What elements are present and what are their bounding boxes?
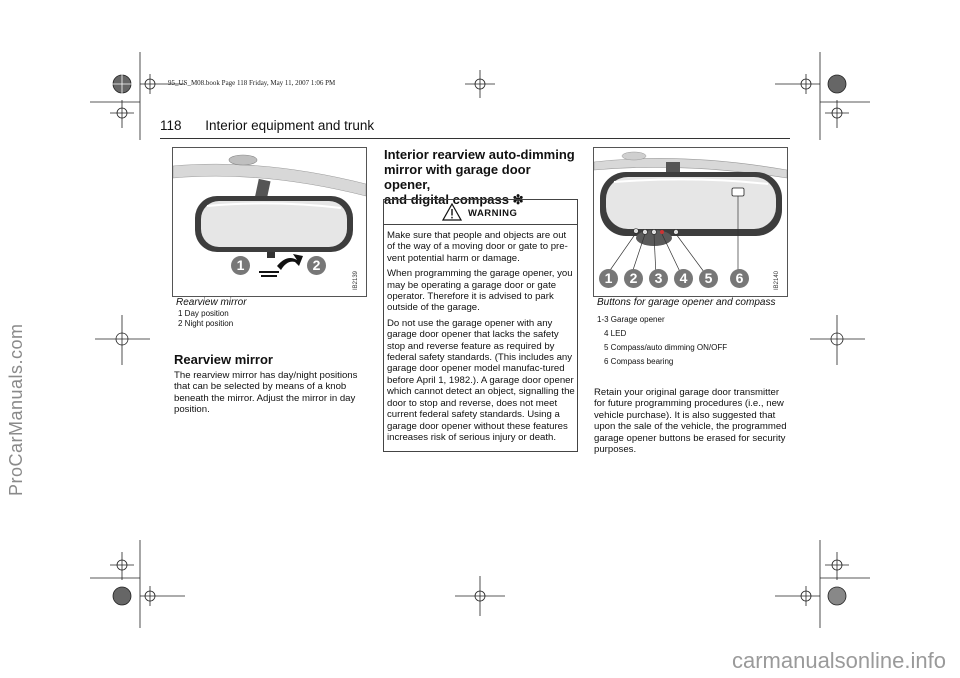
figure-legend — [597, 313, 727, 369]
legend-item: 6 Compass bearing — [604, 357, 674, 366]
retain-paragraph: Retain your original garage door transmitter for future programming procedures (i.e., new vehicle purchase). It is also suggested that upon the sale of the vehicle, the programmed garage opener buttons be erased for security purposes. — [594, 387, 787, 456]
legend-item: 4 LED — [604, 329, 627, 338]
figure-caption: Rearview mirror — [176, 297, 247, 308]
figure-caption: Buttons for garage opener and compass — [597, 297, 776, 308]
callout-2: 2 — [307, 256, 326, 275]
callout-2: 2 — [624, 269, 643, 288]
warning-box — [383, 199, 578, 452]
legend-item: 1-3 Garage opener — [597, 315, 665, 324]
bottom-watermark: carmanualsonline.info — [731, 648, 946, 673]
page-number: 118 — [160, 118, 182, 133]
section-heading: Interior rearview auto-dimming mirror with garage door opener, and digital compass ❇ — [384, 147, 575, 207]
header-rule — [160, 138, 790, 139]
callout-4: 4 — [674, 269, 693, 288]
garage-opener-figure — [593, 147, 788, 297]
section-title: Interior equipment and trunk — [205, 118, 375, 133]
figure-legend — [178, 309, 233, 329]
callout-1: 1 — [599, 269, 618, 288]
image-code: IB2139 — [353, 270, 359, 290]
image-code: IB2140 — [774, 270, 780, 290]
legend-item: 5 Compass/auto dimming ON/OFF — [604, 343, 728, 352]
warning-icon — [442, 203, 462, 221]
callout-6: 6 — [730, 269, 749, 288]
section-body: The rearview mirror has day/night positions that can be selected by means of a knob beneath the mirror. Adjust the mirror in day position. — [174, 370, 358, 416]
legend-item: 2 Night position — [178, 319, 234, 328]
book-info: 95_US_M08.book Page 118 Friday, May 11, 2007 1:06 PM — [168, 79, 336, 87]
side-watermark: ProCarManuals.com — [6, 323, 26, 496]
warning-divider — [384, 224, 577, 225]
rearview-mirror-figure — [172, 147, 367, 297]
page-header — [160, 118, 374, 133]
callout-3: 3 — [649, 269, 668, 288]
rearview-mirror-illustration — [173, 148, 366, 296]
callout-1: 1 — [231, 256, 250, 275]
callout-5: 5 — [699, 269, 718, 288]
legend-item: 1 Day position — [178, 309, 229, 318]
warning-title: WARNING — [468, 208, 518, 219]
warning-text: Make sure that people and objects are out of the way of a moving door or gate to pre-vent potential harm or damage. When programming the garage opener, you may be operating a garage door or gate operator. Therefore it is advised to park outside of the garage. Do not use the garage opener with any garage door opener that lacks the safety stop and reverse feature as required by federal safety standards. (This includes any garage door opener model manufac-tured before April 1, 1982.). A garage door opener which cannot detect an object, signalling the door to stop and reverse, does not meet current federal safety standards. Using a garage door opener without these features increases risk of serious injury or death. — [387, 230, 575, 443]
section-heading: Rearview mirror — [174, 352, 273, 367]
